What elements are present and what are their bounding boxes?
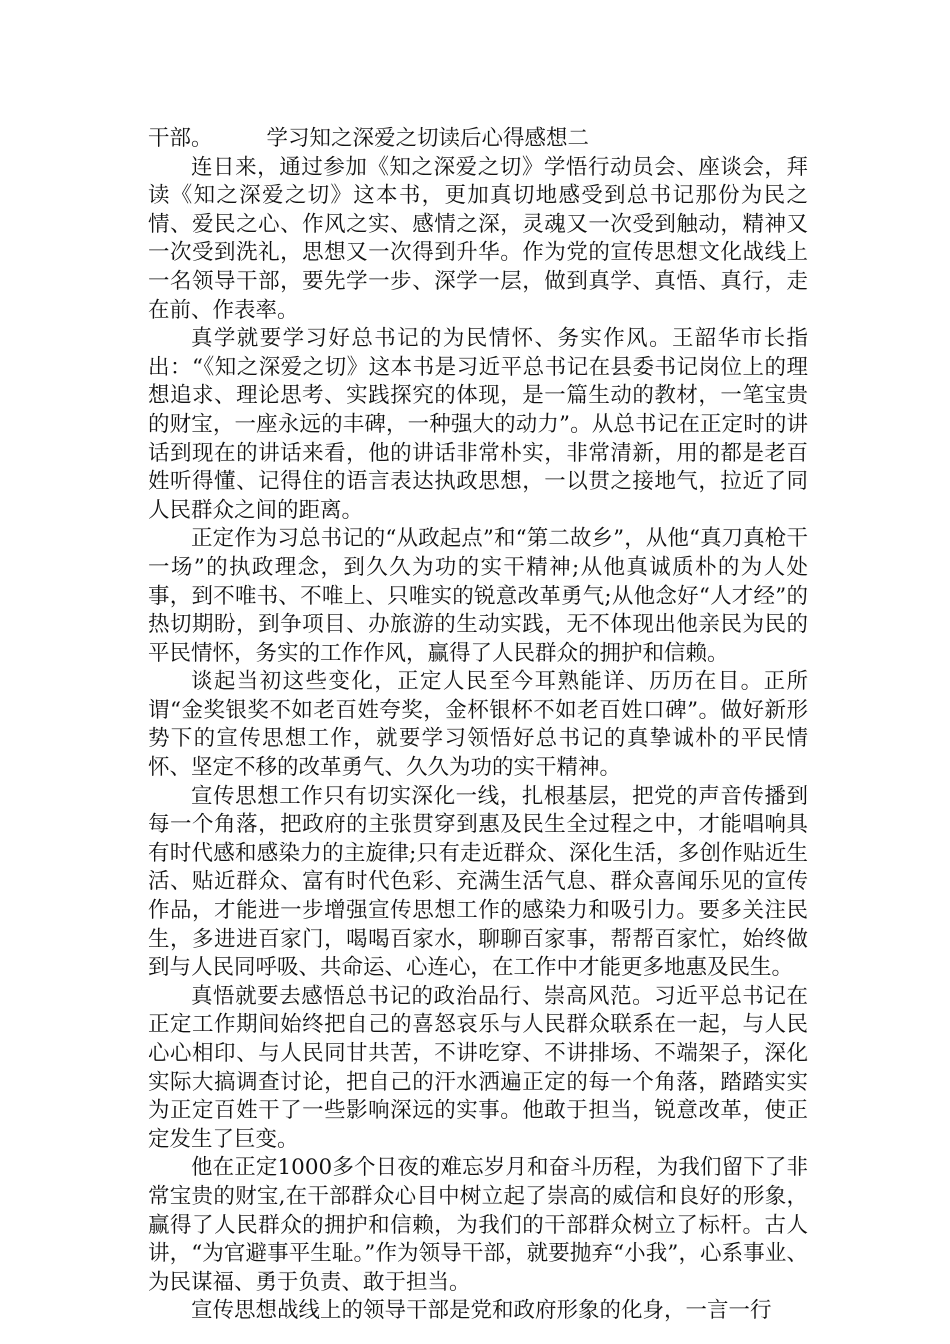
paragraph-1: 连日来，通过参加《知之深爱之切》学悟行动员会、座谈会，拜读《知之深爱之切》这本书，更加真切地感受到总书记那份为民之情、爱民之心、作风之实、感情之深，灵魂又一次受到触动，精神又一次受到洗礼，思想又一次得到升华。作为党的宣传思想文化战线上一名领导干部，要先学一步、深学一层，做到真学、真悟、真行，走在前、作表率。	[148, 154, 808, 323]
paragraph-4: 谈起当初这些变化，正定人民至今耳熟能详、历历在目。正所谓“金奖银奖不如老百姓夸奖，金杯银杯不如老百姓口碑”。做好新形势下的宣传思想工作，就要学习领悟好总书记的真挚诚朴的平民情怀、坚定不移的改革勇气、久久为功的实干精神。	[148, 669, 808, 781]
paragraph-7: 他在正定1000多个日夜的难忘岁月和奋斗历程，为我们留下了非常宝贵的财宝,在干部群众心目中树立起了崇高的威信和良好的形象，赢得了人民群众的拥护和信赖，为我们的干部群众树立了标杆。古人讲，“为官避事平生耻。”作为领导干部，就要抛弃“小我”，心系事业、为民谋福、勇于负责、敢于担当。	[148, 1155, 808, 1295]
first-line	[148, 125, 808, 154]
paragraph-5: 宣传思想工作只有切实深化一线，扎根基层，把党的声音传播到每一个角落，把政府的主张贯穿到惠及民生全过程之中，才能唱响具有时代感和感染力的主旋律;只有走近群众、深化生活，多创作贴近生活、贴近群众、富有时代色彩、充满生活气息、群众喜闻乐见的宣传作品，才能进一步增强宣传思想工作的感染力和吸引力。要多关注民生，多进进百家门，喝喝百家水，聊聊百家事，帮帮百家忙，始终做到与人民同呼吸、共命运、心连心，在工作中才能更多地惠及民生。	[148, 783, 808, 981]
lead-fragment: 干部。	[148, 126, 213, 151]
paragraph-6: 真悟就要去感悟总书记的政治品行、崇高风范。习近平总书记在正定工作期间始终把自己的喜怒哀乐与人民群众联系在一起，与人民心心相印、与人民同甘共苦，不讲吃穿、不讲排场、不端架子，深化实际大搞调查讨论，把自己的汗水洒遍正定的每一个角落，踏踏实实为正定百姓干了一些影响深远的实事。他敢于担当，锐意改革，使正定发生了巨变。	[148, 983, 808, 1152]
paragraph-8: 宣传思想战线上的领导干部是党和政府形象的化身，一言一行	[191, 1298, 772, 1324]
paragraph-3: 正定作为习总书记的“从政起点”和“第二故乡”，从他“真刀真枪干一场”的执政理念，到久久为功的实干精神;从他真诚质朴的为人处事，到不唯书、不唯上、只唯实的锐意改革勇气;从他念好“人才经”的热切期盼，到争项目、办旅游的生动实践，无不体现出他亲民为民的平民情怀，务实的工作作风，赢得了人民群众的拥护和信赖。	[148, 526, 808, 666]
paragraph-2: 真学就要学习好总书记的为民情怀、务实作风。王韶华市长指出：“《知之深爱之切》这本书是习近平总书记在县委书记岗位上的理想追求、理论思考、实践探究的体现，是一篇生动的教材，一笔宝贵的财宝，一座永远的丰碑，一种强大的动力”。从总书记在正定时的讲话到现在的讲话来看，他的讲话非常朴实，非常清新，用的都是老百姓听得懂、记得住的语言表达执政思想，一以贯之接地气，拉近了同人民群众之间的距离。	[148, 326, 808, 523]
document-page	[148, 125, 808, 1326]
section-title: 学习知之深爱之切读后心得感想二	[266, 126, 590, 151]
